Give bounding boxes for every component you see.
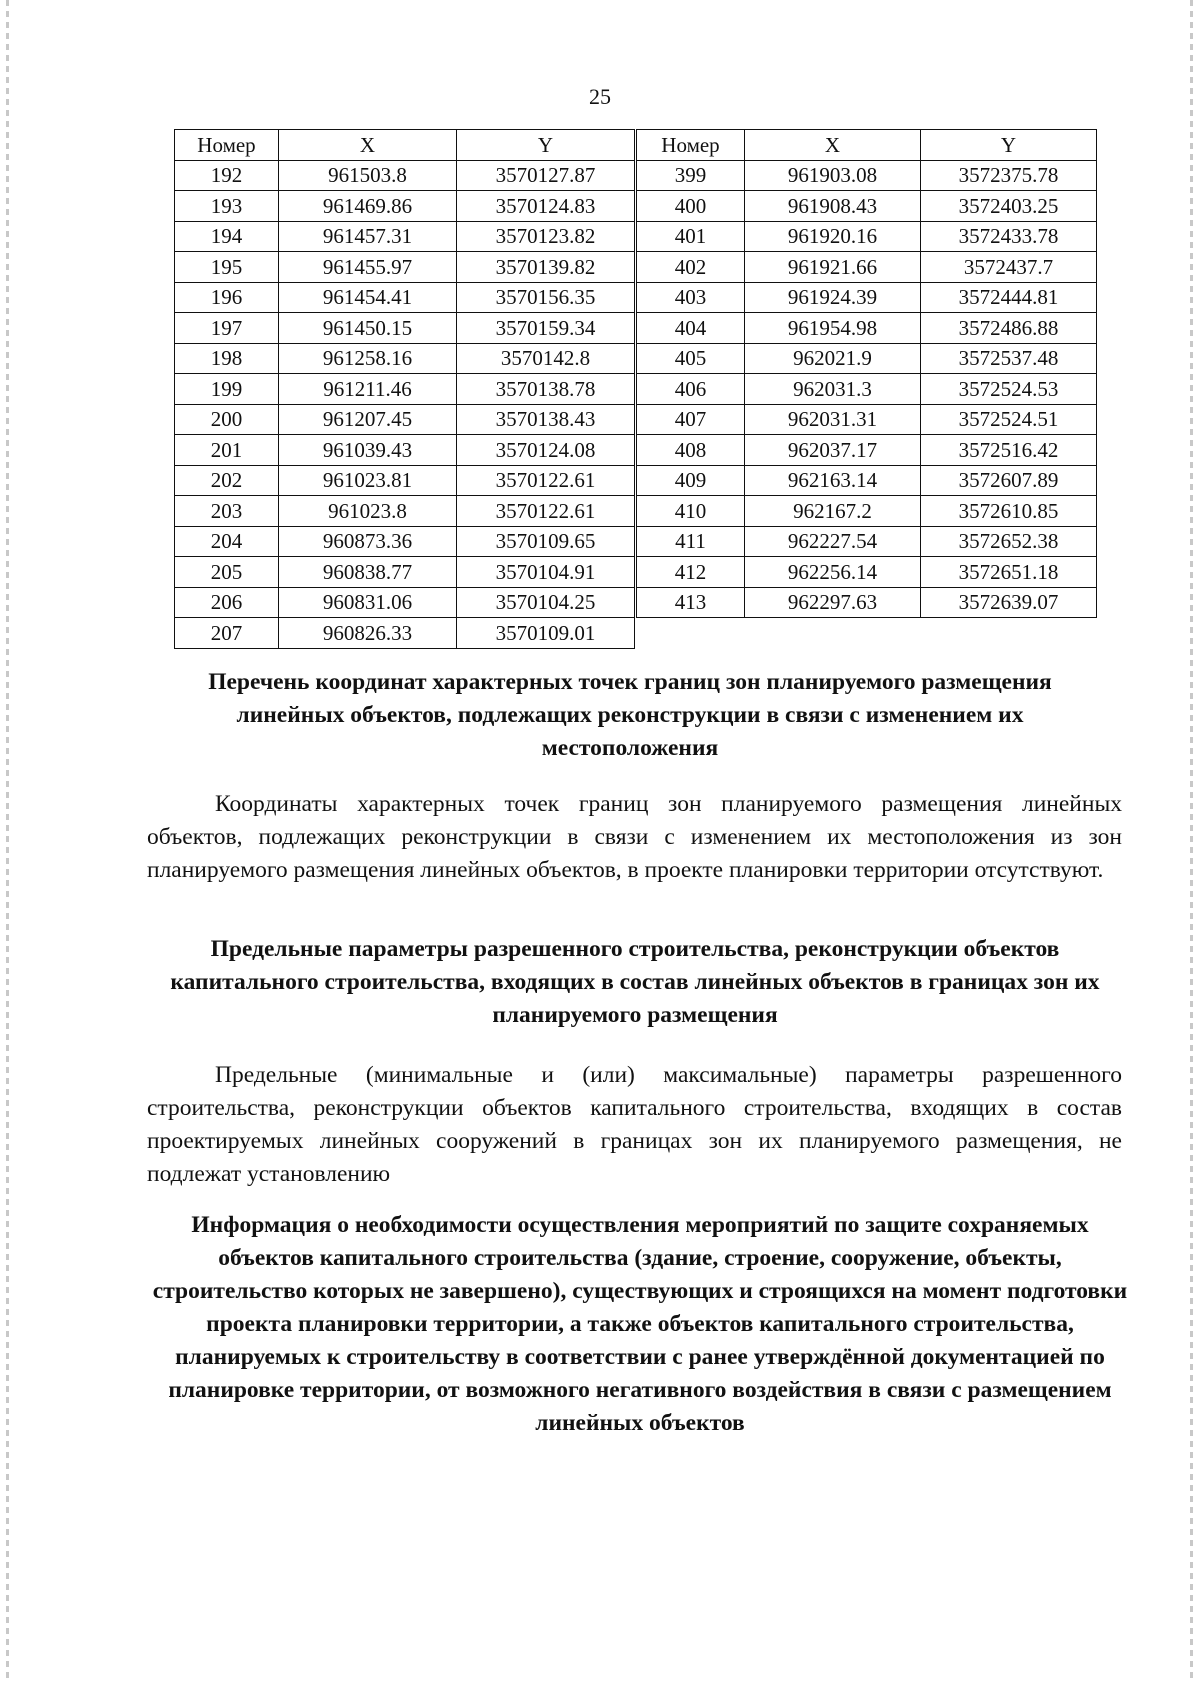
cell-y: 3570124.08 xyxy=(457,435,635,466)
table-row xyxy=(637,221,1097,252)
table-row xyxy=(637,557,1097,588)
cell-y: 3572610.85 xyxy=(921,496,1097,527)
table-row xyxy=(637,252,1097,283)
column-header-x: X xyxy=(279,130,457,161)
cell-y: 3570138.78 xyxy=(457,374,635,405)
table-row xyxy=(175,282,635,313)
cell-number: 412 xyxy=(637,557,745,588)
table-row xyxy=(175,404,635,435)
cell-number: 194 xyxy=(175,221,279,252)
section-body-coordinates: Координаты характерных точек границ зон планируемого размещения линейных объектов, подлежащих реконструкции в связи с изменением их местоположения из зон планируемого размещения линейных объектов, в проекте планировки территории отсутствуют. xyxy=(147,791,1122,883)
table-row xyxy=(175,587,635,618)
cell-x: 961207.45 xyxy=(279,404,457,435)
scan-edge-left xyxy=(6,0,9,1683)
cell-number: 201 xyxy=(175,435,279,466)
cell-y: 3572524.51 xyxy=(921,404,1097,435)
cell-x: 961954.98 xyxy=(745,313,921,344)
cell-y: 3570138.43 xyxy=(457,404,635,435)
cell-number: 413 xyxy=(637,587,745,618)
cell-number: 409 xyxy=(637,465,745,496)
table-row xyxy=(637,374,1097,405)
cell-number: 399 xyxy=(637,160,745,191)
cell-number: 203 xyxy=(175,496,279,527)
cell-x: 961920.16 xyxy=(745,221,921,252)
cell-y: 3572652.38 xyxy=(921,526,1097,557)
cell-number: 202 xyxy=(175,465,279,496)
table-row xyxy=(175,618,635,649)
cell-y: 3570123.82 xyxy=(457,221,635,252)
cell-y: 3570139.82 xyxy=(457,252,635,283)
cell-number: 410 xyxy=(637,496,745,527)
cell-x: 960873.36 xyxy=(279,526,457,557)
cell-x: 961924.39 xyxy=(745,282,921,313)
cell-x: 961903.08 xyxy=(745,160,921,191)
table-row xyxy=(175,465,635,496)
table-row xyxy=(637,313,1097,344)
cell-x: 962167.2 xyxy=(745,496,921,527)
cell-x: 962256.14 xyxy=(745,557,921,588)
table-header-row xyxy=(637,130,1097,161)
table-row xyxy=(175,191,635,222)
table-row xyxy=(175,160,635,191)
cell-x: 961457.31 xyxy=(279,221,457,252)
cell-x: 961455.97 xyxy=(279,252,457,283)
cell-x: 961921.66 xyxy=(745,252,921,283)
column-header-number: Номер xyxy=(175,130,279,161)
cell-x: 962227.54 xyxy=(745,526,921,557)
cell-y: 3570127.87 xyxy=(457,160,635,191)
cell-x: 961039.43 xyxy=(279,435,457,466)
cell-y: 3572516.42 xyxy=(921,435,1097,466)
table-row xyxy=(637,343,1097,374)
cell-y: 3570104.25 xyxy=(457,587,635,618)
column-header-y: Y xyxy=(457,130,635,161)
table-row xyxy=(637,496,1097,527)
cell-x: 962297.63 xyxy=(745,587,921,618)
cell-y: 3572433.78 xyxy=(921,221,1097,252)
table-row xyxy=(637,282,1097,313)
cell-y: 3572651.18 xyxy=(921,557,1097,588)
cell-number: 406 xyxy=(637,374,745,405)
page-number: 25 xyxy=(589,84,611,109)
cell-x: 961454.41 xyxy=(279,282,457,313)
cell-x: 961023.81 xyxy=(279,465,457,496)
coordinates-table-right xyxy=(636,129,1097,618)
cell-x: 960826.33 xyxy=(279,618,457,649)
column-header-number: Номер xyxy=(637,130,745,161)
cell-number: 407 xyxy=(637,404,745,435)
cell-y: 3570122.61 xyxy=(457,496,635,527)
cell-y: 3572639.07 xyxy=(921,587,1097,618)
table-row xyxy=(637,404,1097,435)
cell-number: 193 xyxy=(175,191,279,222)
cell-x: 962163.14 xyxy=(745,465,921,496)
cell-x: 962021.9 xyxy=(745,343,921,374)
table-row xyxy=(637,465,1097,496)
cell-y: 3572375.78 xyxy=(921,160,1097,191)
table-row xyxy=(175,435,635,466)
cell-x: 962031.3 xyxy=(745,374,921,405)
table-row xyxy=(175,343,635,374)
cell-y: 3570156.35 xyxy=(457,282,635,313)
table-row xyxy=(175,526,635,557)
cell-y: 3572537.48 xyxy=(921,343,1097,374)
section-body-parameters: Предельные (минимальные и (или) максимальные) параметры разрешенного строительства, реконструкции объектов капитального строительства, входящих в состав проектируемых линейных сооружений в границах зон их планируемого размещения, не подлежат установлению xyxy=(147,1062,1122,1187)
table-header-row xyxy=(175,130,635,161)
cell-number: 206 xyxy=(175,587,279,618)
cell-x: 961211.46 xyxy=(279,374,457,405)
table-row xyxy=(637,526,1097,557)
cell-x: 962037.17 xyxy=(745,435,921,466)
cell-number: 401 xyxy=(637,221,745,252)
cell-y: 3570109.01 xyxy=(457,618,635,649)
table-row xyxy=(175,221,635,252)
cell-number: 204 xyxy=(175,526,279,557)
table-row xyxy=(175,313,635,344)
section-heading-coordinates: Перечень координат характерных точек границ зон планируемого размещения линейных объектов, подлежащих реконструкции в связи с изменением их местоположения xyxy=(208,669,1052,761)
table-row xyxy=(637,191,1097,222)
section-heading-parameters: Предельные параметры разрешенного строительства, реконструкции объектов капитального строительства, входящих в состав линейных объектов в границах зон их планируемого размещения xyxy=(170,936,1100,1028)
cell-y: 3570104.91 xyxy=(457,557,635,588)
table-row xyxy=(637,435,1097,466)
cell-x: 961469.86 xyxy=(279,191,457,222)
cell-number: 402 xyxy=(637,252,745,283)
cell-x: 962031.31 xyxy=(745,404,921,435)
table-row xyxy=(637,587,1097,618)
table-row xyxy=(175,496,635,527)
column-header-x: X xyxy=(745,130,921,161)
cell-x: 961503.8 xyxy=(279,160,457,191)
cell-number: 411 xyxy=(637,526,745,557)
cell-x: 961023.8 xyxy=(279,496,457,527)
cell-y: 3570109.65 xyxy=(457,526,635,557)
cell-number: 192 xyxy=(175,160,279,191)
cell-x: 961258.16 xyxy=(279,343,457,374)
table-row xyxy=(175,252,635,283)
coordinates-table-left xyxy=(174,129,635,649)
cell-number: 408 xyxy=(637,435,745,466)
cell-number: 196 xyxy=(175,282,279,313)
cell-y: 3572607.89 xyxy=(921,465,1097,496)
table-row xyxy=(175,374,635,405)
cell-y: 3572444.81 xyxy=(921,282,1097,313)
scan-edge-right xyxy=(1190,0,1193,1683)
cell-number: 403 xyxy=(637,282,745,313)
cell-y: 3572524.53 xyxy=(921,374,1097,405)
section-heading-protection: Информация о необходимости осуществления мероприятий по защите сохраняемых объектов капитального строительства (здание, строение, сооружение, объекты, строительство которых не завершено), существующих и строящихся на момент подготовки проекта планировки территории, а также объектов капитального строительства, планируемых к строительству в соответствии с ранее утверждённой документацией по планировке территории, от возможного негативного воздействия в связи с размещением линейных объектов xyxy=(152,1212,1128,1436)
table-row xyxy=(175,557,635,588)
cell-number: 200 xyxy=(175,404,279,435)
cell-x: 960831.06 xyxy=(279,587,457,618)
cell-x: 960838.77 xyxy=(279,557,457,588)
column-header-y: Y xyxy=(921,130,1097,161)
cell-y: 3570159.34 xyxy=(457,313,635,344)
cell-number: 207 xyxy=(175,618,279,649)
cell-number: 197 xyxy=(175,313,279,344)
cell-x: 961908.43 xyxy=(745,191,921,222)
cell-x: 961450.15 xyxy=(279,313,457,344)
cell-y: 3570142.8 xyxy=(457,343,635,374)
cell-number: 195 xyxy=(175,252,279,283)
cell-number: 400 xyxy=(637,191,745,222)
cell-y: 3572486.88 xyxy=(921,313,1097,344)
cell-number: 404 xyxy=(637,313,745,344)
cell-number: 205 xyxy=(175,557,279,588)
cell-number: 405 xyxy=(637,343,745,374)
table-row xyxy=(637,160,1097,191)
cell-number: 198 xyxy=(175,343,279,374)
cell-y: 3572437.7 xyxy=(921,252,1097,283)
cell-number: 199 xyxy=(175,374,279,405)
cell-y: 3570124.83 xyxy=(457,191,635,222)
cell-y: 3570122.61 xyxy=(457,465,635,496)
cell-y: 3572403.25 xyxy=(921,191,1097,222)
